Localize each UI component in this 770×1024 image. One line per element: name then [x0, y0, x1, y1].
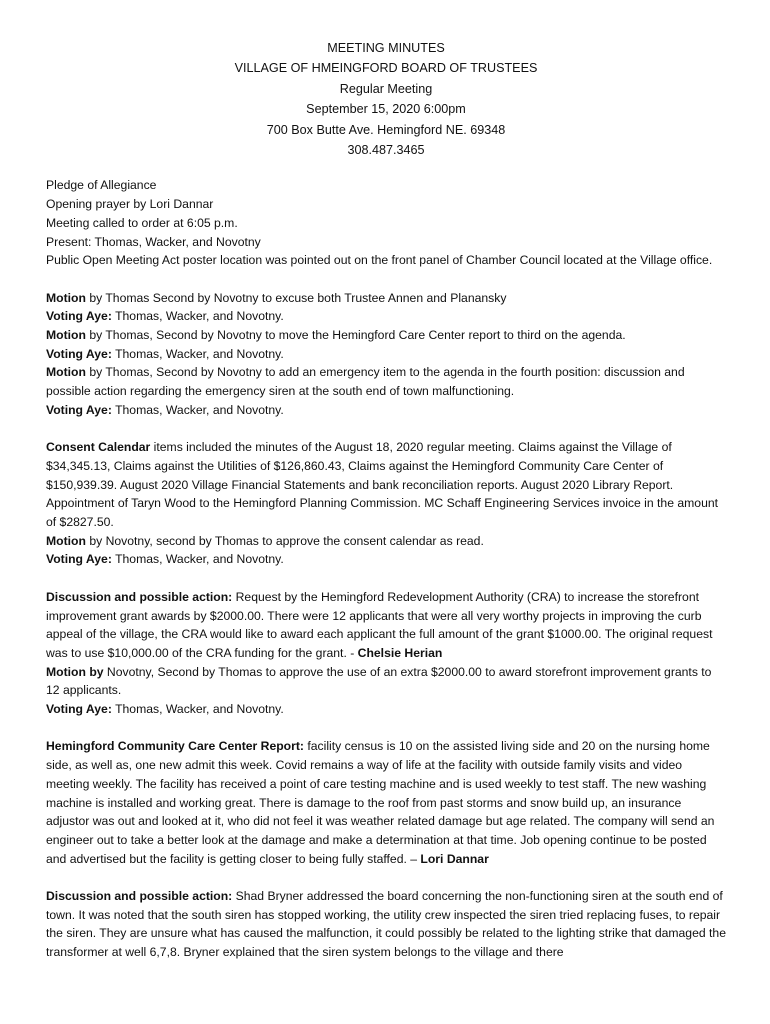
vote-paragraph [46, 307, 726, 326]
motion-text: by Thomas, Second by Novotny to move the Hemingford Care Center report to third on the agenda. [85, 328, 626, 343]
vote-paragraph [46, 550, 726, 569]
report-label: Hemingford Community Care Center Report: [46, 739, 304, 754]
motion-text: by Thomas, Second by Novotny to add an emergency item to the agenda in the fourth position: discussion and possible action regarding the emergency siren at the south end of town malfunctioning. [46, 365, 685, 399]
motion-paragraph [46, 326, 726, 345]
vote-paragraph [46, 700, 726, 719]
motion-label: Motion [46, 328, 86, 343]
discussion-paragraph [46, 887, 726, 962]
care-center-report-section [46, 737, 726, 868]
motion-text: Novotny, Second by Thomas to approve the use of an extra $2000.00 to award storefront improvement grants to 12 applicants. [46, 664, 712, 698]
motions-section [46, 289, 726, 420]
motion-label: Motion by [46, 664, 104, 679]
discussion-label: Discussion and possible action: [46, 589, 233, 604]
vote-text: Thomas, Wacker, and Novotny. [111, 309, 284, 324]
report-paragraph [46, 737, 726, 868]
discussion-paragraph [46, 588, 726, 663]
presenter-name: Lori Dannar [420, 851, 489, 866]
motion-text: by Thomas Second by Novotny to excuse both Trustee Annen and Planansky [85, 290, 507, 305]
document-header [46, 38, 726, 160]
header-date: September 15, 2020 6:00pm [306, 102, 466, 117]
header-organization: VILLAGE OF HMEINGFORD BOARD OF TRUSTEES [234, 61, 538, 76]
vote-text: Thomas, Wacker, and Novotny. [111, 552, 284, 567]
header-phone: 308.487.3465 [347, 143, 425, 158]
motion-label: Motion [46, 533, 86, 548]
presenter-name: Chelsie Herian [357, 645, 443, 660]
opening-line: Meeting called to order at 6:05 p.m. [46, 215, 238, 230]
discussion-text: Shad Bryner addressed the board concerning the non-functioning siren at the south end of town. It was noted that the south siren has stopped working, the utility crew inspected the siren tried replacing fuses, to repair the siren. They are unsure what has caused the malfunction, it could possibly be related to the lighting strike that damaged the transformer at well 6,7,8. Bryner explained that the siren system belongs to the village and there [46, 889, 726, 960]
consent-text: items included the minutes of the August 18, 2020 regular meeting. Claims against the Village of $34,345.13, Claims against the Utilities of $126,860.43, Claims against the Hemingford Community Care Center of $150,939.39. August 2020 Village Financial Statements and bank reconciliation reports. August 2020 Library Report. Appointment of Taryn Wood to the Hemingford Planning Commission. MC Schaff Engineering Services invoice in the amount of $2827.50. [46, 440, 719, 530]
opening-section [46, 176, 726, 270]
report-text: facility census is 10 on the assisted living side and 20 on the nursing home side, as well as, one new admit this week. Covid remains a way of life at the facility with outside family visits and video meeting weekly. The facility has received a point of care testing machine and is used weekly to test staff. The new washing machine is installed and working great. There is damage to the roof from past storms and snow build up, an insurance adjustor was out and looked at it, who did not feel it was weather related damage but age related. The company will send an engineer out to take a better look at the damage and make a determination at that time. Job opening continue to be posted and advertised but the facility is getting closer to being fully staffed. – [46, 739, 715, 866]
opening-line: Public Open Meeting Act poster location was pointed out on the front panel of Chamber Council located at the Village office. [46, 253, 713, 268]
consent-paragraph [46, 438, 726, 532]
motion-label: Motion [46, 290, 86, 305]
motion-paragraph [46, 532, 726, 551]
opening-line: Present: Thomas, Wacker, and Novotny [46, 234, 261, 249]
vote-text: Thomas, Wacker, and Novotny. [111, 346, 284, 361]
vote-text: Thomas, Wacker, and Novotny. [111, 402, 284, 417]
header-address: 700 Box Butte Ave. Hemingford NE. 69348 [266, 122, 506, 137]
consent-label: Consent Calendar [46, 440, 151, 455]
vote-paragraph [46, 345, 726, 364]
motion-text: by Novotny, second by Thomas to approve the consent calendar as read. [85, 533, 484, 548]
header-title: MEETING MINUTES [327, 41, 445, 55]
vote-label: Voting Aye: [46, 309, 112, 324]
opening-line: Opening prayer by Lori Dannar [46, 197, 214, 212]
vote-paragraph [46, 401, 726, 420]
vote-label: Voting Aye: [46, 402, 112, 417]
header-meeting-type: Regular Meeting [339, 81, 433, 96]
vote-label: Voting Aye: [46, 346, 112, 361]
cra-discussion-section [46, 588, 726, 719]
consent-calendar-section [46, 438, 726, 569]
vote-label: Voting Aye: [46, 552, 112, 567]
vote-label: Voting Aye: [46, 702, 112, 717]
motion-paragraph [46, 663, 726, 700]
motion-paragraph [46, 289, 726, 308]
discussion-label: Discussion and possible action: [46, 889, 233, 904]
motion-label: Motion [46, 365, 86, 380]
vote-text: Thomas, Wacker, and Novotny. [111, 702, 284, 717]
siren-discussion-section [46, 887, 726, 962]
opening-line: Pledge of Allegiance [46, 178, 157, 193]
discussion-text: Request by the Hemingford Redevelopment Authority (CRA) to increase the storefront improvement grant awards by $2000.00. There were 12 applicants that were all very worthy projects in improving the curb appeal of the village, the CRA would like to award each applicant the full amount of the grant $1000.00. The original request was to use $10,000.00 of the CRA funding for the grant. - [46, 589, 713, 660]
motion-paragraph [46, 363, 726, 400]
